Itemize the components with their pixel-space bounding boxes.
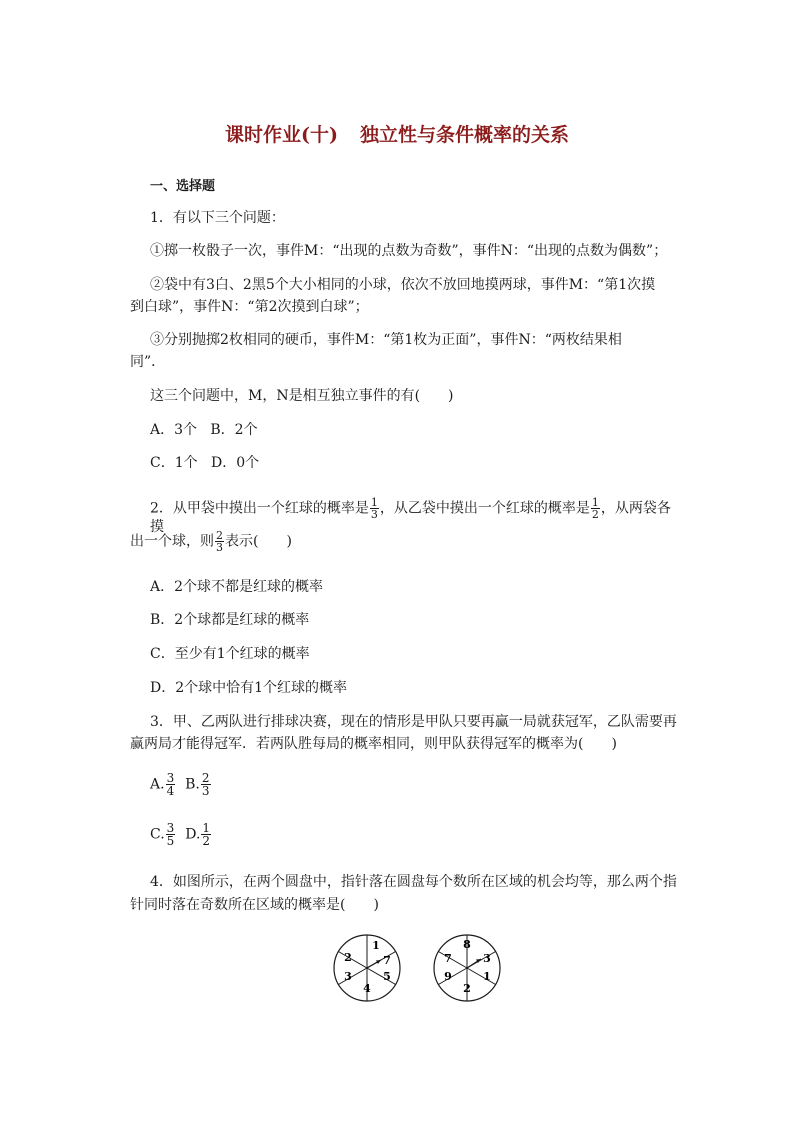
q2-text-d: 出一个球，则 [130,533,214,550]
fraction-2-3b [201,772,211,797]
frac-den: 2 [591,508,599,521]
q3-option-a: A. [150,776,165,793]
q1-item2-line1: ②袋中有3白、2黑5个大小相同的小球，依次不放回地摸两球，事件M：“第1次摸 [150,277,656,293]
title-part2: 独立性与条件概率的关系 [359,124,569,146]
frac-num: 1 [202,821,211,835]
section-heading: 一、选择题 [150,179,216,194]
q1-option-c: C．1个 [150,455,198,471]
disc1-sector-5: 2 [344,951,352,964]
q2-text-c: ，从两袋各摸 [150,500,671,535]
disc2-sector-2: 1 [483,970,491,983]
spinner-disc-2 [431,932,503,1004]
q1-item3-line2: 同”． [130,354,166,370]
q2-text-b: ，从乙袋中摸出一个红球的概率是 [379,500,590,517]
q4-line1: 4．如图所示，在两个圆盘中，指针落在圆盘每个数所在区域的机会均等，那么两个指 [150,874,677,890]
q1-options-cd [150,456,259,470]
fraction-1-3 [370,497,379,520]
frac-den: 5 [166,834,175,848]
frac-den: 4 [166,784,175,798]
q3-line1: 3．甲、乙两队进行排球决赛，现在的情形是甲队只要再赢一局就获冠军，乙队需要再 [150,714,677,730]
q2-option-d: D．2个球中恰有1个红球的概率 [150,680,348,696]
q2-option-b: B．2个球都是红球的概率 [150,612,310,628]
title-part1: 课时作业(十) [225,124,338,146]
q3-line2: 赢两局才能得冠军．若两队胜每局的概率相同，则甲队获得冠军的概率为( ) [130,736,617,752]
q2-line1 [150,497,680,534]
q3-options-cd [150,822,212,847]
q2-line2 [130,530,680,553]
frac-den: 2 [202,834,211,848]
frac-num: 3 [166,821,175,835]
q3-option-c: C. [150,826,165,843]
q1-option-b: B．2个 [210,422,258,438]
disc2-sector-4: 9 [444,970,452,983]
disc2-sector-3: 2 [463,982,471,995]
disc1-sector-1: 7 [383,954,391,967]
q2-option-c: C．至少有1个红球的概率 [150,646,310,662]
fraction-3-4 [166,772,176,797]
fraction-1-2b [201,822,211,847]
q1-question: 这三个问题中，M，N是相互独立事件的有( ) [150,388,454,404]
q1-option-d: D．0个 [210,455,260,471]
q1-options-ab [150,423,258,437]
frac-num: 2 [201,771,210,785]
frac-den: 3 [370,508,378,521]
q1-stem: 1．有以下三个问题： [150,210,285,226]
frac-den: 3 [216,541,223,554]
page-title [0,120,794,147]
fraction-3-5 [166,822,176,847]
q2-text-a: 2．从甲袋中摸出一个红球的概率是 [150,500,369,517]
q1-item3-line1: ③分别抛掷2枚相同的硬币，事件M：“第1枚为正面”，事件N：“两枚结果相 [150,332,622,348]
disc2-sector-0: 8 [463,938,471,951]
fraction-1-2 [591,497,600,520]
q4-line2: 针同时落在奇数所在区域的概率是( ) [130,897,379,913]
q3-options-ab [150,772,212,797]
frac-num: 1 [370,496,378,509]
frac-num: 2 [216,529,223,542]
disc1-sector-3: 4 [363,982,371,995]
q3-option-b: B. [185,776,200,793]
frac-den: 3 [201,784,210,798]
q2-option-a: A．2个球不都是红球的概率 [150,579,324,595]
disc2-sector-5: 7 [444,952,452,965]
disc2-sector-1: 3 [483,952,491,965]
disc1-sector-4: 3 [344,970,352,983]
fraction-2-3 [215,530,224,553]
q1-item1: ①掷一枚骰子一次，事件M：“出现的点数为奇数”，事件N：“出现的点数为偶数”； [150,243,668,259]
q1-item2-line2: 到白球”，事件N：“第2次摸到白球”； [130,299,369,315]
frac-num: 3 [166,771,175,785]
q1-option-a: A．3个 [150,422,198,438]
spinner-disc-1 [331,932,403,1004]
disc1-sector-2: 5 [383,970,391,983]
disc1-sector-0: 1 [372,939,380,952]
q3-option-d: D. [185,826,201,843]
q2-text-e: 表示( ) [225,533,292,550]
frac-num: 1 [591,496,599,509]
